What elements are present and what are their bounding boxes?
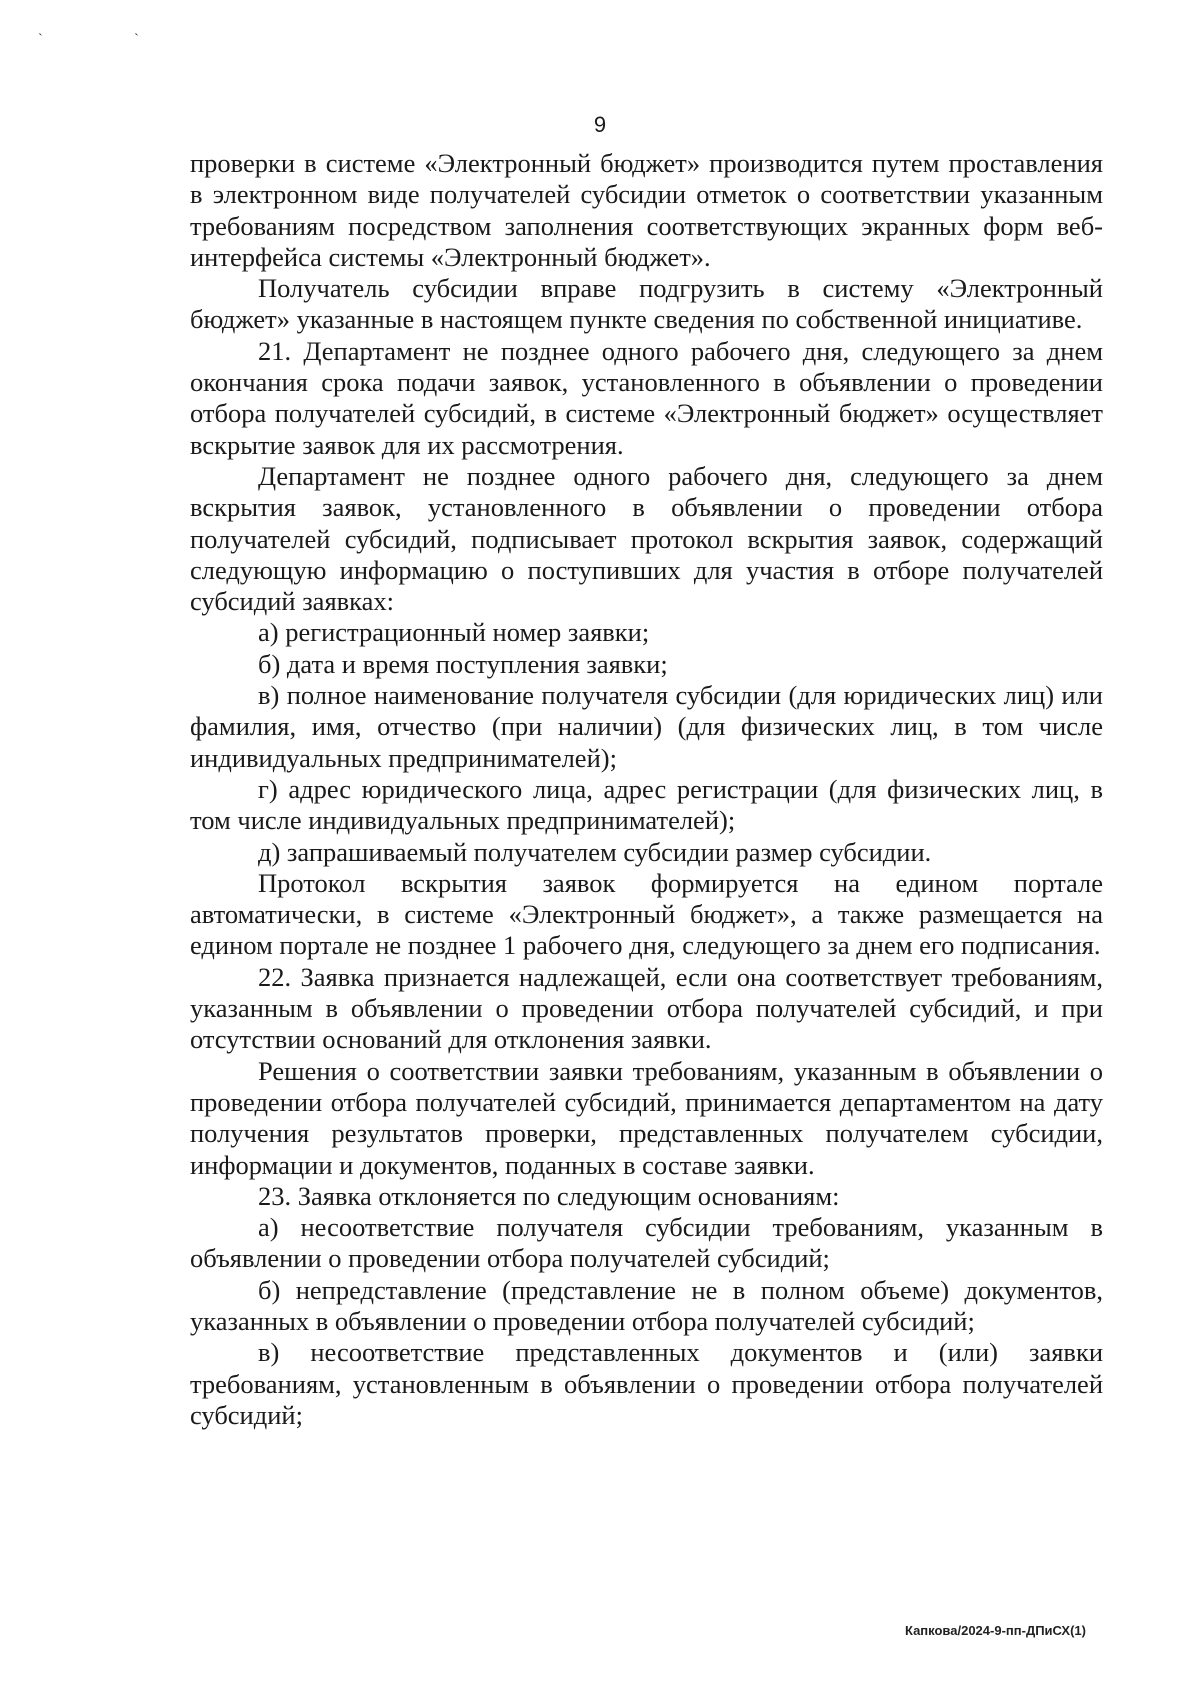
paragraph: Решения о соответствии заявки требованиям, указанным в объявлении о проведении отбора получателей субсидий, принимается департаментом на дату получения результатов проверки, представленных получателем субсидии, информации и документов, поданных в составе заявки. bbox=[190, 1055, 1103, 1180]
list-item: б) непредставление (представление не в полном объеме) документов, указанных в объявлении о проведении отбора получателей субсидий; bbox=[190, 1274, 1103, 1336]
list-item: б) дата и время поступления заявки; bbox=[258, 648, 668, 679]
list-item: д) запрашиваемый получателем субсидии размер субсидии. bbox=[258, 836, 932, 867]
list-item: в) несоответствие представленных документов и (или) заявки требованиям, установленным в объявлении о проведении отбора получателей субсидий; bbox=[190, 1337, 1103, 1430]
list-item: г) адрес юридического лица, адрес регистрации (для физических лиц, в том числе индивидуальных предпринимателей); bbox=[190, 773, 1103, 836]
list-item: в) полное наименование получателя субсидии (для юридических лиц) или фамилия, имя, отчество (при наличии) (для физических лиц, в том числе индивидуальных предпринимателей); bbox=[190, 680, 1103, 773]
paragraph: 21. Департамент не позднее одного рабочего дня, следующего за днем окончания срока подачи заявок, установленного в объявлении о проведении отбора получателей субсидий, в системе «Электронный бюджет» осуществляет вскрытие заявок для их рассмотрения. bbox=[190, 335, 1103, 460]
page-number: 9 bbox=[593, 112, 607, 137]
paragraph: проверки в системе «Электронный бюджет» производится путем проставления в электронном виде получателей субсидии отметок о соответствии указанным требованиям посредством заполнения соответствующих экранных форм веб-интерфейса системы «Электронный бюджет». bbox=[190, 148, 1103, 272]
paragraph: 23. Заявка отклоняется по следующим основаниям: bbox=[258, 1180, 840, 1211]
scan-marks: ˴ ˴ bbox=[38, 26, 183, 41]
paragraph: Протокол вскрытия заявок формируется на едином портале автоматически, в системе «Электронный бюджет», а также размещается на едином портале не позднее 1 рабочего дня, следующего за днем его подписания. bbox=[190, 867, 1103, 961]
list-item: а) регистрационный номер заявки; bbox=[258, 617, 650, 648]
list-item: а) несоответствие получателя субсидии требованиям, указанным в объявлении о проведении отбора получателей субсидий; bbox=[190, 1212, 1103, 1274]
paragraph: 22. Заявка признается надлежащей, если она соответствует требованиям, указанным в объявлении о проведении отбора получателей субсидий, и при отсутствии оснований для отклонения заявки. bbox=[190, 961, 1103, 1055]
document-footer-code: Капкова/2024-9-пп-ДПиСХ(1) bbox=[904, 1623, 1086, 1638]
paragraph: Получатель субсидии вправе подгрузить в систему «Электронный бюджет» указанные в настоящем пункте сведения по собственной инициативе. bbox=[190, 273, 1103, 335]
document-body bbox=[190, 148, 1103, 1431]
paragraph: Департамент не позднее одного рабочего дня, следующего за днем вскрытия заявок, установленного в объявлении о проведении отбора получателей субсидий, подписывает протокол вскрытия заявок, содержащий следующую информацию о поступивших для участия в отборе получателей субсидий заявках: bbox=[190, 460, 1103, 617]
